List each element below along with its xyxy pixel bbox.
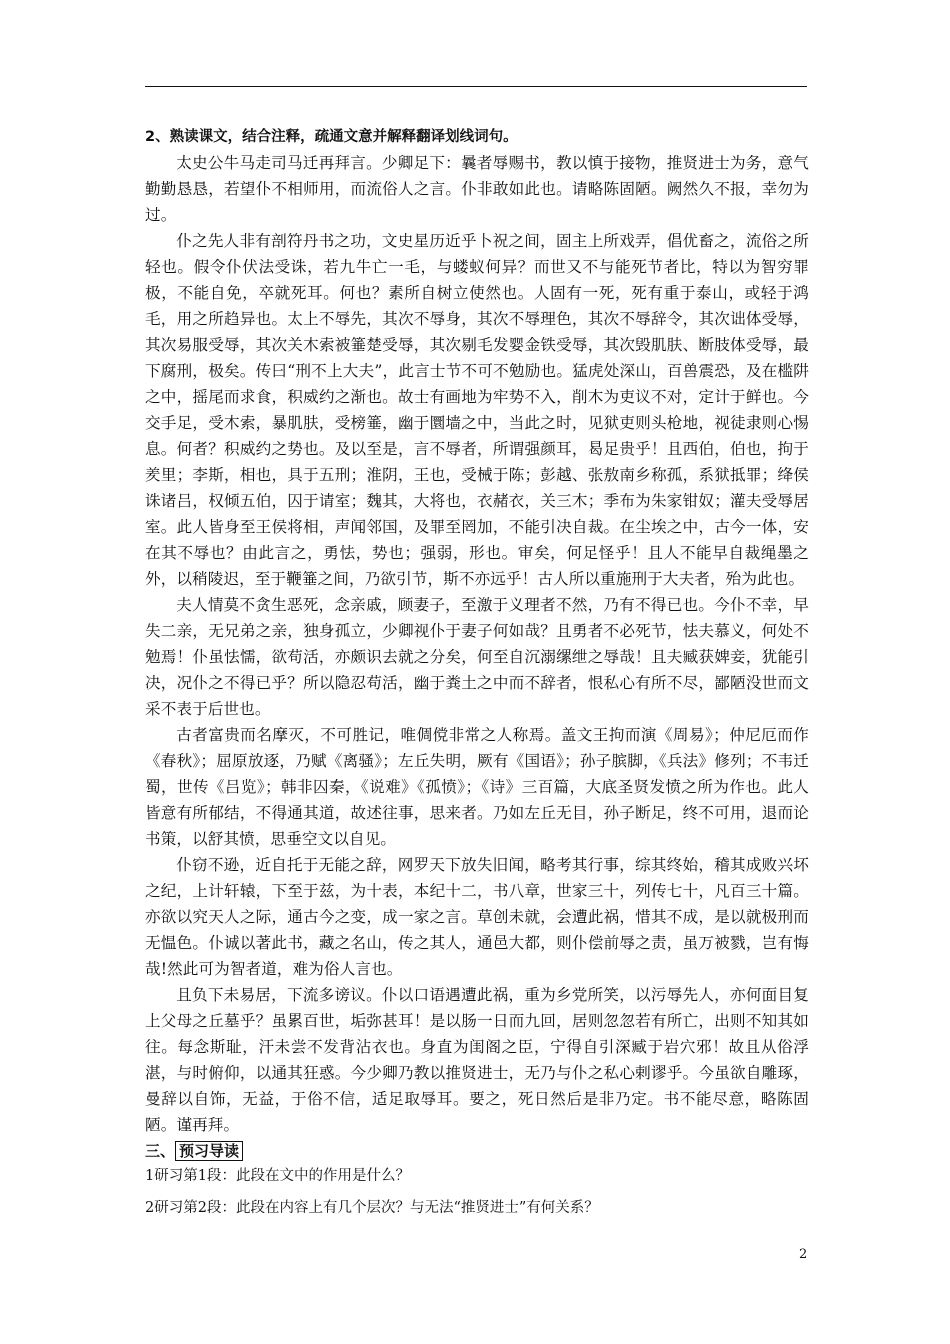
paragraph-6: 且负下未易居，下流多谤议。仆以口语遇遭此祸，重为乡党所笑，以污辱先人，亦何面目复上父母之丘墓乎？虽累百世，垢弥甚耳！是以肠一日而九回，居则忽忽若有所亡，出则不知其如往。每念斯耻，汗未尝不发背沾衣也。身直为闺阁之臣，宁得自引深臧于岩穴邪！故且从俗浮湛，与时俯仰，以通其狂惑。今少卿乃教以推贤进士，无乃与仆之私心剌谬乎。今虽欲自雕琢，曼辞以自饰，无益，于俗不信，适足取辱耳。要之，死日然后是非乃定。书不能尽意，略陈固陋。谨再拜。 [145,986,809,1134]
section-3-prefix: 三、 [145,1142,176,1160]
paragraph-2: 仆之先人非有剖符丹书之功，文史星历近乎卜祝之间，固主上所戏弄，倡优畜之，流俗之所轻也。假令仆伏法受诛，若九牛亡一毛，与蝼蚁何异？而世又不与能死节者比，特以为智穷罪极，不能自免，卒就死耳。何也？素所自树立使然也。人固有一死，死有重于泰山，或轻于鸿毛，用之所趋异也。太上不辱先，其次不辱身，其次不辱理色，其次不辱辞令，其次诎体受辱，其次易服受辱，其次关木索被箠楚受辱，其次剔毛发婴金铁受辱，其次毁肌肤、断肢体受辱，最下腐刑，极矣。传曰“刑不上大夫”，此言士节不可不勉励也。猛虎处深山，百兽震恐，及在槛阱之中，摇尾而求食，积威约之渐也。故士有画地为牢势不入，削木为吏议不对，定计于鲜也。今交手足，受木索，暴肌肤，受榜箠，幽于圜墙之中，当此之时，见狱吏则头枪地，视徒隶则心惕息。何者？积威约之势也。及以至是，言不辱者，所谓强颜耳，曷足贵乎！且西伯，伯也，拘于羑里；李斯，相也，具于五刑；淮阴，王也，受械于陈；彭越、张敖南乡称孤，系狱抵罪；绛侯诛诸吕，权倾五伯，囚于请室；魏其，大将也，衣赭衣，关三木；季布为朱家钳奴；灌夫受辱居室。此人皆身至王侯将相，声闻邻国，及罪至罔加，不能引决自裁。在尘埃之中，古今一体，安在其不辱也？由此言之，勇怯，势也；强弱，形也。审矣，何足怪乎！且人不能早自裁绳墨之外，以稍陵迟，至于鞭箠之间，乃欲引节，斯不亦远乎！古人所以重施刑于大夫者，殆为此也。 [145,232,809,588]
section-3-heading [145,1139,809,1163]
page-number: 2 [799,1247,808,1262]
paragraph-4: 古者富贵而名摩灭，不可胜记，唯倜傥非常之人称焉。盖文王拘而演《周易》；仲尼厄而作《春秋》；屈原放逐，乃赋《离骚》；左丘失明，厥有《国语》；孙子膑脚，《兵法》修列；不韦迁蜀，世传《吕览》；韩非囚秦，《说难》《孤愤》；《诗》三百篇，大底圣贤发愤之所为作也。此人皆意有所郁结，不得通其道，故述往事，思来者。乃如左丘无目，孙子断足，终不可用，退而论书策，以舒其愤，思垂空文以自见。 [145,726,809,848]
main-content [145,124,809,1189]
paragraph-5: 仆窃不逊，近自托于无能之辞，网罗天下放失旧闻，略考其行事，综其终始，稽其成败兴坏之纪，上计轩辕，下至于兹，为十表，本纪十二，书八章，世家三十，列传七十，凡百三十篇。亦欲以究天人之际，通古今之变，成一家之言。草创未就，会遭此祸，惜其不成，是以就极刑而无愠色。仆诚以著此书，藏之名山，传之其人，通邑大都，则仆偿前辱之责，虽万被戮，岂有悔哉!然此可为智者道，难为俗人言也。 [145,856,809,978]
paragraph-3: 夫人情莫不贪生恶死，念亲戚，顾妻子，至激于义理者不然，乃有不得已也。今仆不幸，早失二亲，无兄弟之亲，独身孤立，少卿视仆于妻子何如哉？且勇者不必死节，怯夫慕义，何处不勉焉！仆虽怯懦，欲苟活，亦颇识去就之分矣，何至自沉溺缧绁之辱哉！且夫臧获婢妾，犹能引决，况仆之不得已乎？所以隐忍苟活，幽于粪土之中而不辞者，恨私心有所不尽，鄙陋没世而文采不表于后世也。 [145,596,809,718]
header-rule [145,86,807,87]
paragraph-1: 太史公牛马走司马迁再拜言。少卿足下：曩者辱赐书，教以慎于接物，推贤进士为务，意气勤勤恳恳，若望仆不相师用，而流俗人之言。仆非敢如此也。请略陈固陋。阙然久不报，幸勿为过。 [145,154,809,224]
section-3-title: 预习导读 [175,1141,243,1161]
question-1: 1研习第1段：此段在文中的作用是什么？ [145,1168,410,1184]
question-2: 2研习第2段：此段在内容上有几个层次？与无法“推贤进士”有何关系？ [145,1200,599,1216]
section-heading: 2、熟读课文，结合注释，疏通文意并解释翻译划线词句。 [145,129,518,145]
